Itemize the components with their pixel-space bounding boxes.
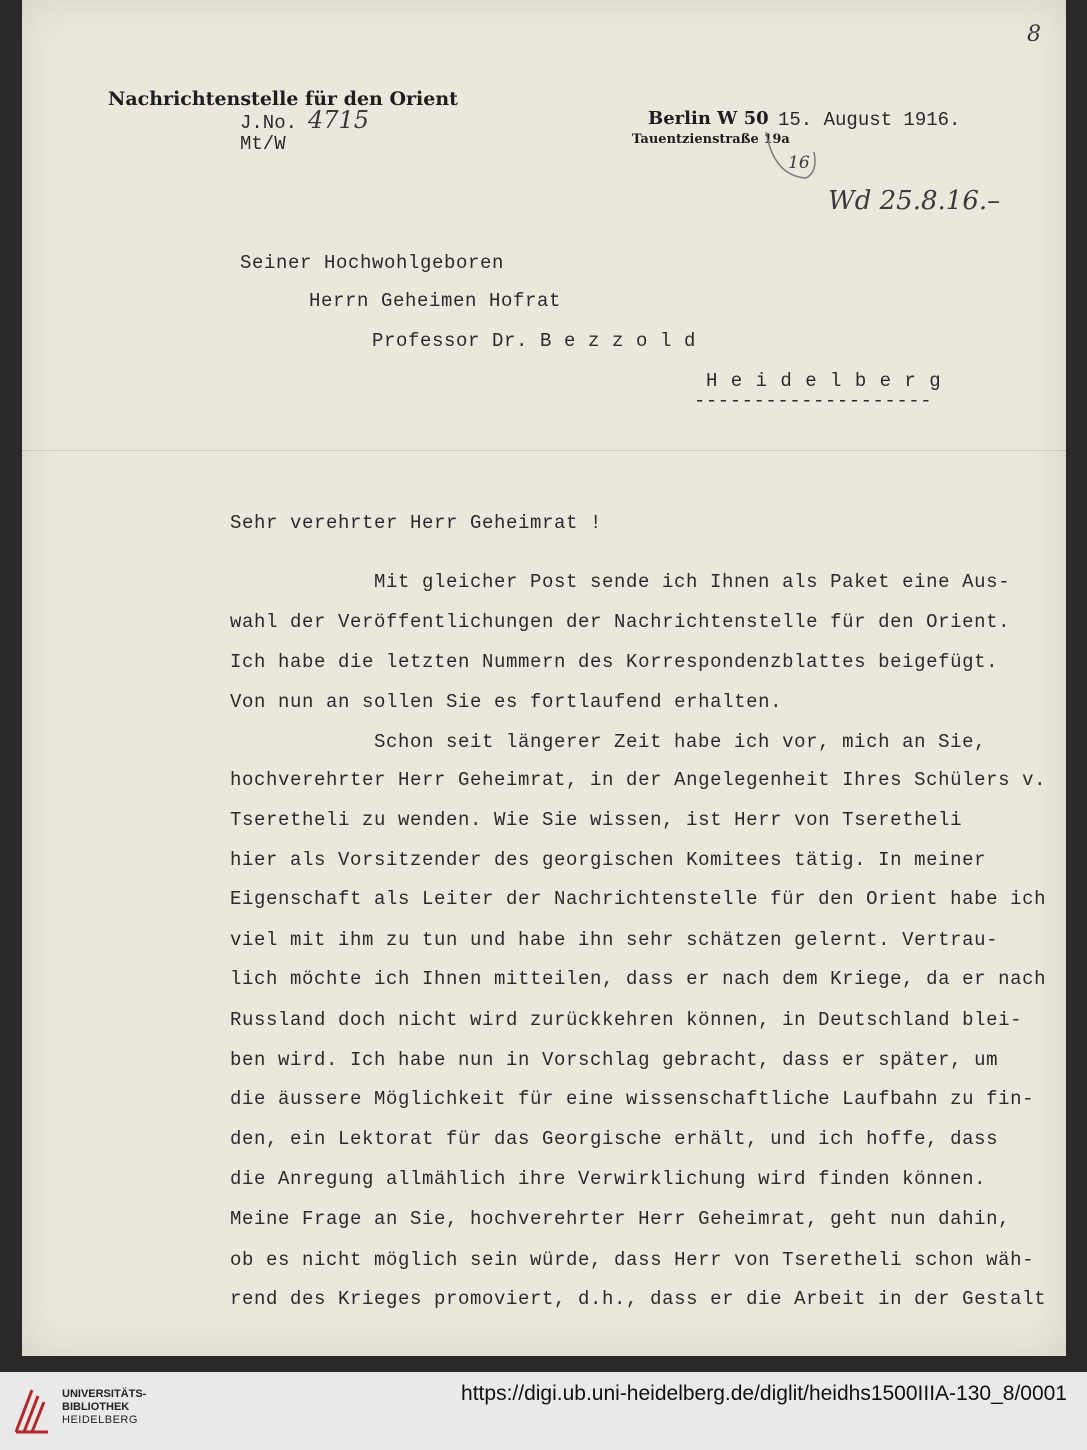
address-line-2: Herrn Geheimen Hofrat: [309, 290, 562, 312]
body-line: Tseretheli zu wenden. Wie Sie wissen, ist Herr von Tseretheli: [230, 809, 963, 831]
library-name-line: HEIDELBERG: [62, 1414, 138, 1426]
letter-page: [22, 0, 1066, 1356]
body-line: Schon seit längerer Zeit habe ich vor, mich an Sie,: [374, 731, 987, 753]
ref-label: J.No.: [240, 112, 298, 134]
body-line: hochverehrter Herr Geheimrat, in der Angelegenheit Ihres Schülers v.: [230, 769, 1047, 791]
body-line: wahl der Veröffentlichungen der Nachrichtenstelle für den Orient.: [230, 611, 1011, 633]
address-city: H e i d e l b e r g: [706, 370, 942, 392]
ref-number: 4715: [308, 106, 370, 134]
library-name-line: UNIVERSITÄTS-: [62, 1388, 147, 1400]
source-url-link[interactable]: https://digi.ub.uni-heidelberg.de/diglit/heidhs1500IIIA-130_8/0001: [461, 1382, 1067, 1405]
library-logo-icon: [12, 1384, 54, 1436]
body-line: Von nun an sollen Sie es fortlaufend erhalten.: [230, 691, 783, 713]
body-line: ben wird. Ich habe nun in Vorschlag gebracht, dass er später, um: [230, 1049, 999, 1071]
body-line: ob es nicht möglich sein würde, dass Herr von Tseretheli schon wäh-: [230, 1249, 1035, 1271]
body-line: Ich habe die letzten Nummern des Korrespondenzblattes beigefügt.: [230, 651, 999, 673]
handwritten-note: Wd 25.8.16.–: [828, 186, 1001, 216]
initials: Mt/W: [240, 133, 286, 155]
body-line: hier als Vorsitzender des georgischen Komitees tätig. In meiner: [230, 849, 987, 871]
letter-date: 15. August 1916.: [778, 109, 961, 131]
body-line: den, ein Lektorat für das Georgische erhält, und ich hoffe, dass: [230, 1128, 999, 1150]
library-name-line: BIBLIOTHEK: [62, 1401, 130, 1413]
letterhead-street: Tauentzienstraße 19a: [632, 132, 790, 147]
body-line: Eigenschaft als Leiter der Nachrichtenstelle für den Orient habe ich: [230, 888, 1047, 910]
body-line: Meine Frage an Sie, hochverehrter Herr Geheimrat, geht nun dahin,: [230, 1208, 1011, 1230]
footer-bar: [0, 1372, 1087, 1450]
address-line-3: Professor Dr. B e z z o l d: [372, 330, 697, 352]
letterhead-organization: Nachrichtenstelle für den Orient: [108, 88, 458, 110]
body-line: lich möchte ich Ihnen mitteilen, dass er nach dem Kriege, da er nach: [230, 968, 1047, 990]
body-line: die Anregung allmählich ihre Verwirklichung wird finden können.: [230, 1168, 987, 1190]
library-name: [62, 1388, 202, 1427]
body-line: viel mit ihm zu tun und habe ihn sehr schätzen gelernt. Vertrau-: [230, 929, 999, 951]
body-line: Russland doch nicht wird zurückkehren können, in Deutschland blei-: [230, 1009, 1023, 1031]
body-line: rend des Krieges promoviert, d.h., dass er die Arbeit in der Gestalt: [230, 1288, 1047, 1310]
page-number: 8: [1027, 22, 1041, 47]
address-line-1: Seiner Hochwohlgeboren: [240, 252, 505, 274]
address-underline: --------------------: [694, 390, 933, 412]
body-line: die äussere Möglichkeit für eine wissenschaftliche Laufbahn zu fin-: [230, 1088, 1035, 1110]
salutation: Sehr verehrter Herr Geheimrat !: [230, 512, 603, 534]
letterhead-city: Berlin W 50: [648, 108, 769, 129]
fold-line: [22, 450, 1066, 451]
body-line: Mit gleicher Post sende ich Ihnen als Paket eine Aus-: [374, 571, 1011, 593]
circled-number: 16: [788, 153, 810, 173]
